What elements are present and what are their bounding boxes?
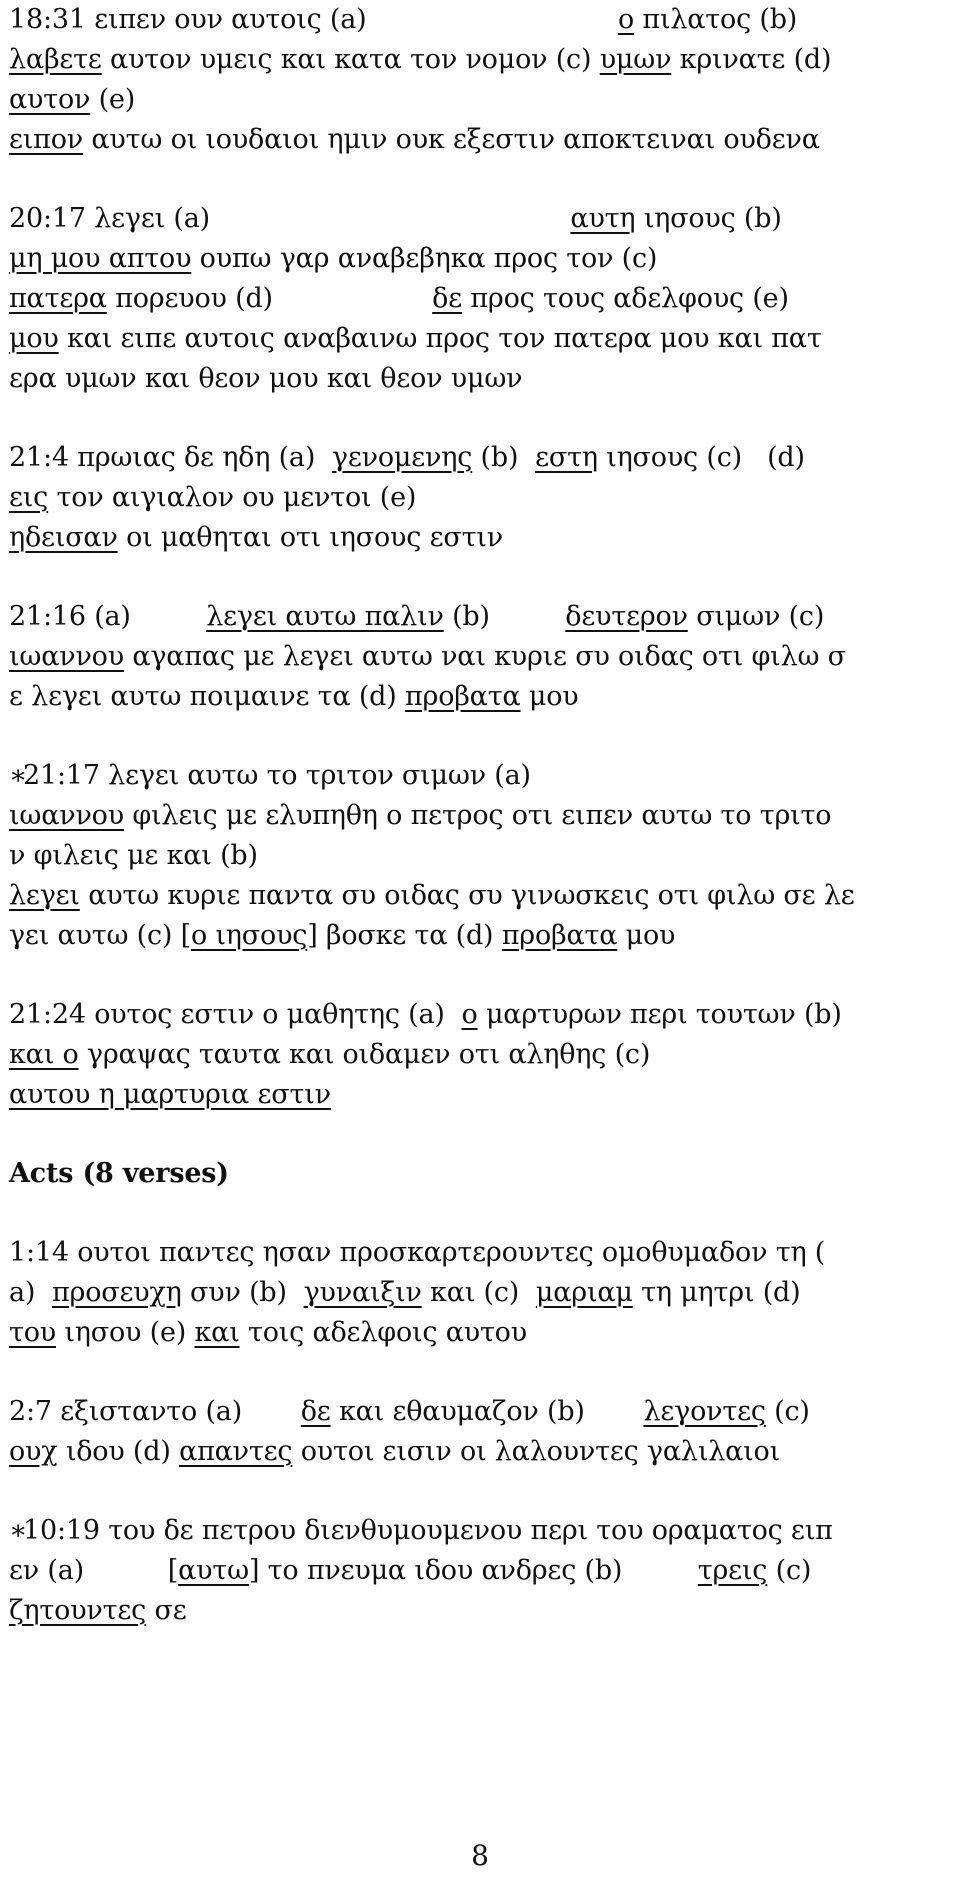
text-line	[9, 1431, 959, 1473]
underlined-text: μου	[9, 323, 59, 354]
underlined-text: ηδεισαν	[9, 522, 118, 553]
underlined-text: γενομενης	[331, 442, 473, 473]
text-line	[9, 119, 959, 161]
text-segment: αυτον υμεις και κατα τον νομον (c)	[101, 44, 600, 75]
text-line	[9, 994, 959, 1036]
text-segment: 18:31 ειπεν ουν αυτοις (a)	[9, 4, 367, 35]
text-line	[9, 79, 959, 121]
text-segment: ] βοσκε τα (d)	[307, 920, 502, 951]
text-segment: μου	[617, 920, 676, 951]
text-segment	[131, 601, 206, 632]
text-line	[9, 1590, 959, 1632]
underlined-text: ζητουντες	[9, 1595, 147, 1626]
text-segment: σε	[146, 1595, 187, 1626]
text-segment: (b)	[443, 601, 490, 632]
text-segment: ε λεγει αυτω ποιμαινε τα (d)	[9, 681, 405, 712]
underlined-text: εις	[9, 482, 49, 513]
underlined-text: γυναιξιν	[303, 1277, 422, 1308]
text-segment: σιμων (c)	[687, 601, 825, 632]
underlined-text: δευτερον	[565, 601, 688, 632]
text-segment: οι μαθηται οτι ιησους εστιν	[117, 522, 503, 553]
text-segment: τοις αδελφοις αυτου	[239, 1317, 527, 1348]
text-segment: αυτω κυριε παντα συ οιδας συ γινωσκεις οτι φιλω σε λε	[79, 880, 855, 911]
text-line	[9, 477, 959, 519]
text-segment: ιησους (c) (d)	[597, 442, 805, 473]
underlined-text: αυτω	[178, 1555, 249, 1586]
text-line	[9, 795, 959, 837]
text-segment: φιλεις με ελυπηθη ο πετρος οτι ειπεν αυτω το τριτο	[123, 800, 832, 831]
underlined-text: λεγοντες	[643, 1396, 766, 1427]
text-line	[9, 676, 959, 718]
underlined-text: αυτου η μαρτυρια εστιν	[9, 1079, 331, 1110]
underlined-text: ειπον	[9, 124, 83, 155]
underlined-text: ιωαννου	[9, 641, 124, 672]
text-line	[9, 437, 959, 479]
text-line	[9, 1391, 959, 1433]
text-segment: (c)	[767, 1555, 812, 1586]
text-line	[9, 636, 959, 678]
heading-text: Acts (8 verses)	[9, 1158, 229, 1189]
underlined-text: προβατα	[501, 920, 618, 951]
underlined-text: προβατα	[404, 681, 521, 712]
text-segment: (b)	[472, 442, 536, 473]
underlined-text: υμων	[599, 44, 672, 75]
text-line	[9, 915, 959, 957]
underlined-text: λεγει αυτω παλιν	[206, 601, 444, 632]
underlined-text: ο ιησους	[190, 920, 308, 951]
text-line	[9, 278, 959, 320]
text-segment: ουτοι εισιν οι λαλουντες γαλιλαιοι	[292, 1436, 780, 1467]
text-segment: κρινατε (d)	[671, 44, 832, 75]
text-line	[9, 39, 959, 81]
section-heading	[9, 1153, 959, 1195]
text-segment: και (c)	[421, 1277, 536, 1308]
underlined-text: λεγει	[9, 880, 80, 911]
underlined-text: απαντες	[179, 1436, 293, 1467]
text-segment	[273, 283, 432, 314]
underlined-text: μαριαμ	[535, 1277, 633, 1308]
text-segment	[490, 601, 565, 632]
text-segment: συν (b)	[181, 1277, 304, 1308]
text-segment	[210, 203, 570, 234]
underlined-text: εστη	[535, 442, 598, 473]
text-segment: 21:24 ουτος εστιν ο μαθητης (a)	[9, 999, 462, 1030]
text-line	[9, 875, 959, 917]
text-segment: (c)	[765, 1396, 810, 1427]
text-segment: αυτω οι ιουδαιοι ημιν ουκ εξεστιν αποκτειναι ουδενα	[83, 124, 820, 155]
text-segment: πιλατος (b)	[634, 4, 798, 35]
page-number: 8	[471, 1839, 489, 1872]
text-line	[9, 596, 959, 638]
underlined-text: του	[9, 1317, 57, 1348]
text-segment: αγαπας με λεγει αυτω ναι κυριε συ οιδας οτι φιλω σ	[123, 641, 846, 672]
text-line	[9, 1272, 959, 1314]
text-line	[9, 1312, 959, 1354]
underlined-text: μη μου απτου	[9, 243, 192, 274]
underlined-text: λαβετε	[9, 44, 102, 75]
underlined-text: δε	[300, 1396, 331, 1427]
text-segment	[242, 1396, 301, 1427]
text-segment: τον αιγιαλον ου μεντοι (e)	[48, 482, 417, 513]
text-segment: 21:17 λεγει αυτω το τριτον σιμων (a)	[23, 760, 531, 791]
text-line	[9, 318, 959, 360]
underlined-text: και ο	[9, 1039, 79, 1070]
text-segment: γραψας ταυτα και οιδαμεν οτι αληθης (c)	[78, 1039, 651, 1070]
text-segment: 21:4 πρωιας δε ηδη (a)	[9, 442, 332, 473]
text-segment: 1:14 ουτοι παντες ησαν προσκαρτερουντες ομοθυμαδον τη (	[9, 1237, 826, 1268]
text-segment: μου	[520, 681, 579, 712]
text-segment: a)	[9, 1277, 52, 1308]
text-line	[9, 238, 959, 280]
underlined-text: αυτη	[570, 203, 636, 234]
text-line	[9, 358, 959, 400]
text-line	[9, 1510, 959, 1552]
text-segment: 21:16 (a)	[9, 601, 131, 632]
text-segment: εν (a)	[9, 1555, 84, 1586]
text-line	[9, 517, 959, 559]
text-segment: ν φιλεις με και (b)	[9, 840, 258, 871]
text-segment: ιδου (d)	[57, 1436, 180, 1467]
underlined-text: προσευχη	[52, 1277, 182, 1308]
text-segment	[622, 1555, 697, 1586]
underlined-text: ο	[617, 4, 635, 35]
text-segment: γει αυτω (c) [	[9, 920, 191, 951]
text-segment: ερα υμων και θεον μου και θεον υμων	[9, 363, 523, 394]
text-segment: και εθαυμαζον (b)	[330, 1396, 585, 1427]
text-segment: προς τους αδελφους (e)	[462, 283, 789, 314]
underlined-text: αυτον	[9, 84, 91, 115]
text-line	[9, 755, 959, 797]
text-line	[9, 1034, 959, 1076]
text-segment: ] το πνευμα ιδου ανδρες (b)	[248, 1555, 623, 1586]
text-segment: ιησους (b)	[635, 203, 782, 234]
underlined-text: τρεις	[697, 1555, 768, 1586]
text-segment	[585, 1396, 644, 1427]
text-segment: 20:17 λεγει (a)	[9, 203, 210, 234]
underlined-text: ο	[461, 999, 478, 1030]
underlined-text: ουχ	[9, 1436, 58, 1467]
underlined-text: ιωαννου	[9, 800, 124, 831]
text-segment: πορευου (d)	[106, 283, 273, 314]
text-line	[9, 1074, 959, 1116]
text-segment: [	[167, 1555, 179, 1586]
text-line	[9, 198, 959, 240]
text-line	[9, 0, 959, 41]
text-segment: τη μητρι (d)	[632, 1277, 801, 1308]
text-line	[9, 1550, 959, 1592]
asterisk-marker: ∗	[9, 1515, 28, 1546]
asterisk-marker: ∗	[9, 760, 28, 791]
text-line	[9, 1232, 959, 1274]
text-segment	[366, 4, 617, 35]
underlined-text: και	[194, 1317, 240, 1348]
underlined-text: πατερα	[9, 283, 107, 314]
text-segment: (e)	[90, 84, 136, 115]
underlined-text: δε	[432, 283, 462, 314]
text-segment: 10:19 του δε πετρου διενθυμουμενου περι του οραματος ειπ	[23, 1515, 833, 1546]
text-segment: μαρτυρων περι τουτων (b)	[477, 999, 842, 1030]
text-segment: και ειπε αυτοις αναβαινω προς τον πατερα μου και πατ	[58, 323, 822, 354]
text-line	[9, 835, 959, 877]
text-segment: 2:7 εξισταντο (a)	[9, 1396, 243, 1427]
text-segment: ιησου (e)	[56, 1317, 195, 1348]
text-segment	[84, 1555, 168, 1586]
text-segment: ουπω γαρ αναβεβηκα προς τον (c)	[191, 243, 658, 274]
